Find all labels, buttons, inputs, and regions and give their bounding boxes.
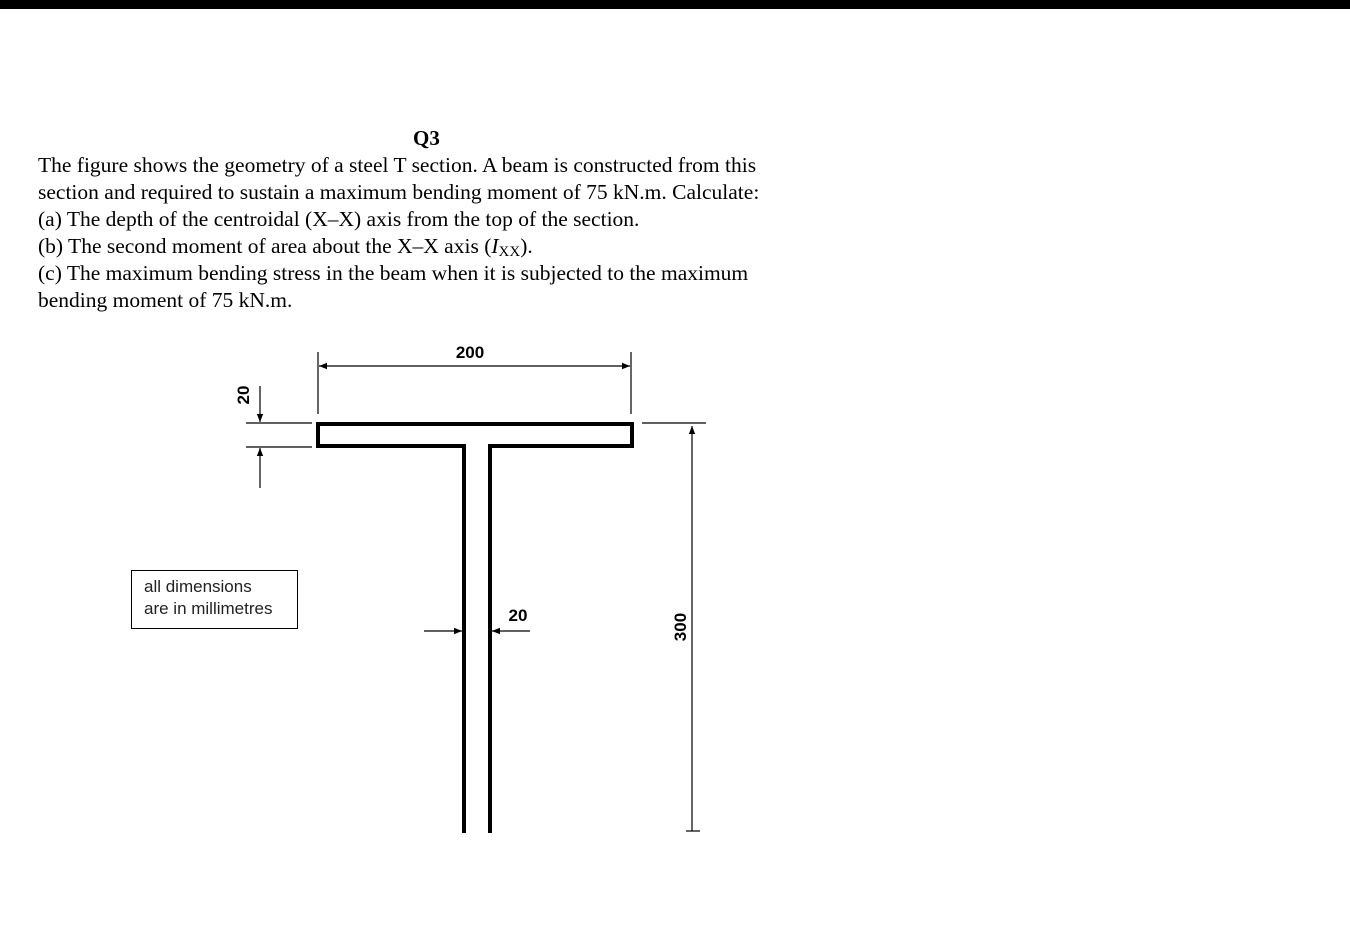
ixx-symbol: I — [491, 234, 499, 258]
overall-depth-label: 300 — [671, 612, 690, 642]
question-text-line-1: The figure shows the geometry of a steel T section. A beam is constructed from this — [38, 153, 757, 177]
overall-depth-dimension — [642, 423, 706, 831]
flange-outline — [318, 424, 632, 446]
dimensions-note-box — [131, 570, 298, 629]
flange-thickness-dimension — [234, 386, 312, 488]
web-thickness-dimension — [424, 606, 530, 631]
question-part-b-text: (b) The second moment of area about the X–X axis ( — [38, 234, 492, 258]
note-line-1: all dimensions — [144, 577, 252, 596]
question-part-c-continued: bending moment of 75 kN.m. — [38, 288, 293, 312]
question-title: Q3 — [413, 126, 440, 150]
ixx-subscript: XX — [498, 244, 521, 260]
t-section-outline — [318, 424, 632, 833]
question-part-b-end: ). — [520, 234, 533, 258]
flange-width-label: 200 — [455, 343, 485, 362]
question-part-c: (c) The maximum bending stress in the beam when it is subjected to the maximum — [38, 261, 749, 285]
web-thickness-label: 20 — [508, 606, 528, 625]
question-text-line-2: section and required to sustain a maximum bending moment of 75 kN.m. Calculate: — [38, 180, 760, 204]
flange-thickness-label: 20 — [234, 385, 253, 405]
note-line-2: are in millimetres — [144, 599, 273, 618]
question-part-a: (a) The depth of the centroidal (X–X) axis from the top of the section. — [38, 207, 640, 231]
flange-width-dimension — [318, 343, 631, 414]
